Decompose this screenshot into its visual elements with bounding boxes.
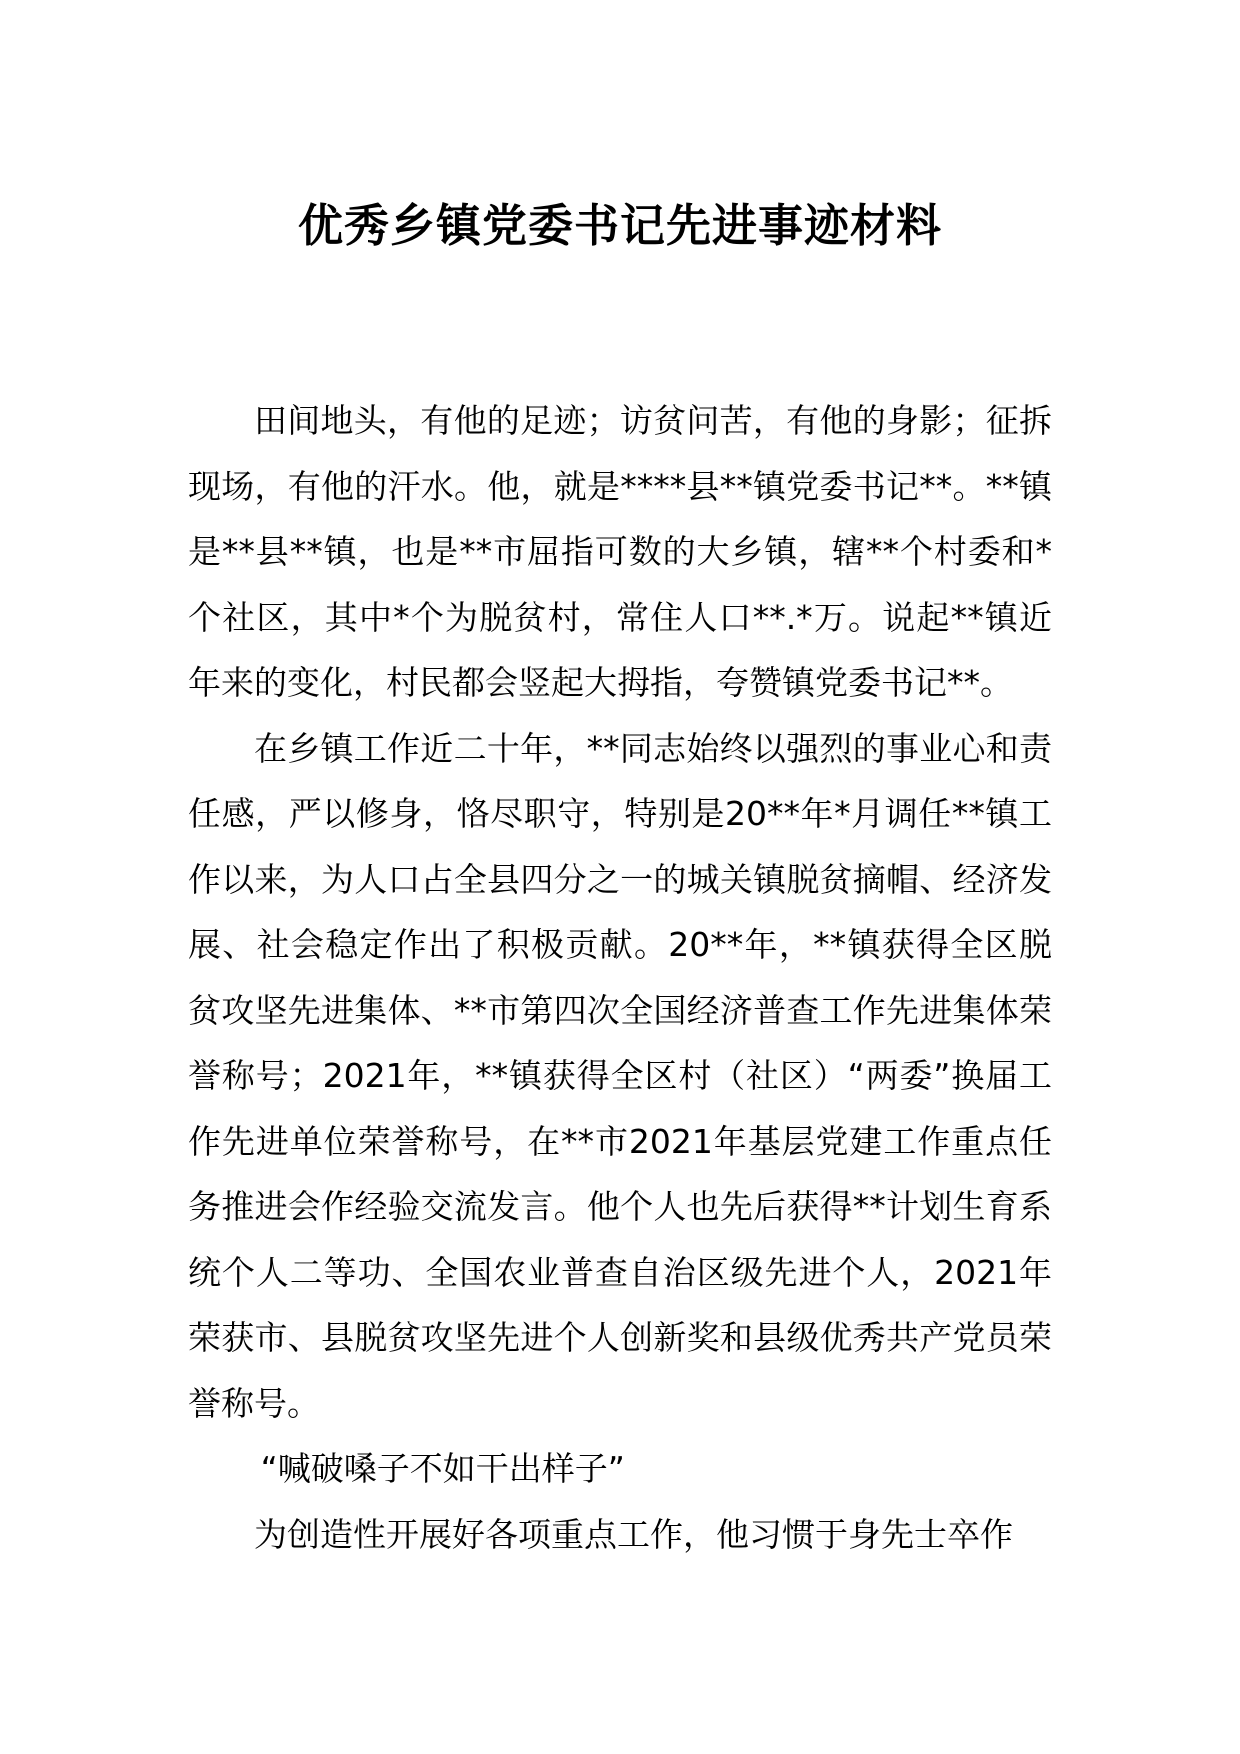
document-body — [188, 388, 1052, 1567]
paragraph-continued: 为创造性开展好各项重点工作，他习惯于身先士卒作 — [254, 1514, 1013, 1554]
section-heading: “喊破嗓子不如干出样子” — [260, 1449, 625, 1488]
paragraph-achievements: 在乡镇工作近二十年，**同志始终以强烈的事业心和责任感，严以修身，恪尽职守，特别是20**年*月调任**镇工作以来，为人口占全县四分之一的城关镇脱贫摘帽、经济发展、社会稳定作出了积极贡献。20**年，**镇获得全区脱贫攻坚先进集体、**市第四次全国经济普查工作先进集体荣誉称号；2021年，**镇获得全区村（社区）“两委”换届工作先进单位荣誉称号，在**市2021年基层党建工作重点任务推进会作经验交流发言。他个人也先后获得**计划生育系统个人二等功、全国农业普查自治区级先进个人，2021年荣获市、县脱贫攻坚先进个人创新奖和县级优秀共产党员荣誉称号。 — [188, 728, 1052, 1423]
document-title: 优秀乡镇党委书记先进事迹材料 — [297, 199, 942, 252]
paragraph-intro: 田间地头，有他的足迹；访贫问苦，有他的身影；征拆现场，有他的汗水。他，就是****县**镇党委书记**。**镇是**县**镇，也是**市屈指可数的大乡镇，辖**个村委和*个社区，其中*个为脱贫村，常住人口**.*万。说起**镇近年来的变化，村民都会竖起大拇指，夸赞镇党委书记**。 — [188, 401, 1052, 702]
